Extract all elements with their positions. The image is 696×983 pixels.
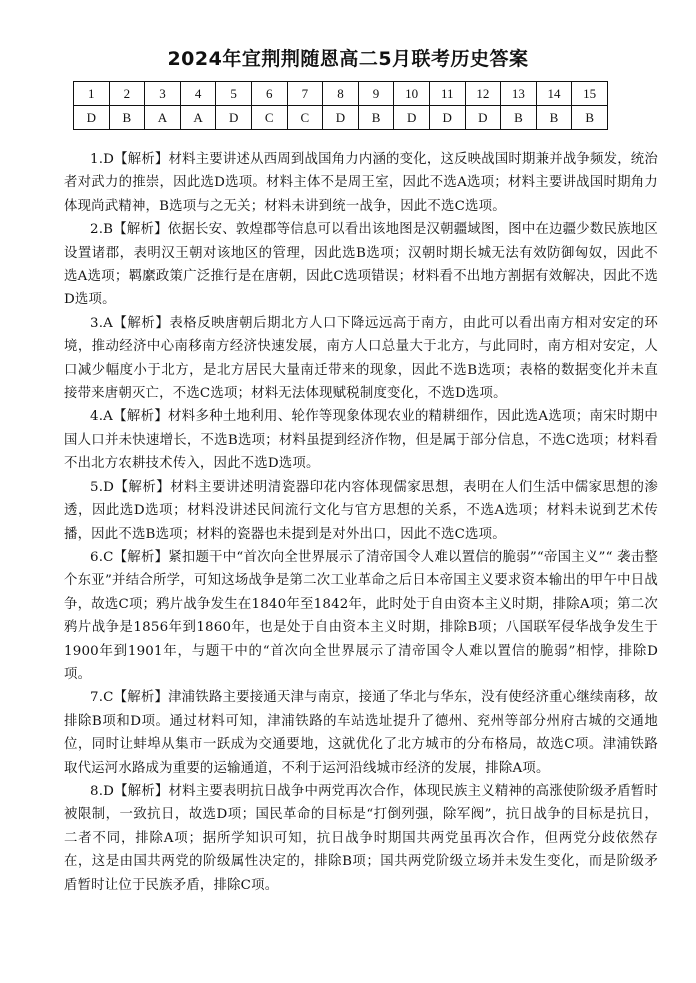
answer-cell: C (287, 106, 323, 130)
question-number-cell: 11 (429, 82, 465, 106)
answer-cell: B (536, 106, 572, 130)
question-number-cell: 5 (216, 82, 252, 106)
answer-cell: D (465, 106, 501, 130)
explanation-paragraph: 7.C【解析】津浦铁路主要接通天津与南京，接通了华北与华东，没有使经济重心继续南移，故排除B项和D项。通过材料可知，津浦铁路的车站选址提升了德州、兖州等部分州府古城的交通地位，同时让蚌埠从集市一跃成为交通要地，这就优化了北方城市的分布格局，故选C项。津浦铁路取代运河水路成为重要的运输通道，不利于运河沿线城市经济的发展，排除A项。 (64, 690, 658, 776)
answer-cell: A (180, 106, 216, 130)
question-number-cell: 3 (145, 82, 181, 106)
question-number-cell: 9 (358, 82, 394, 106)
answer-cell: D (216, 106, 252, 130)
question-number-cell: 4 (180, 82, 216, 106)
question-number-cell: 10 (394, 82, 430, 106)
question-number-cell: 14 (536, 82, 572, 106)
question-number-cell: 15 (572, 82, 608, 106)
explanation-paragraph: 4.A【解析】材料多种土地利用、轮作等现象体现农业的精耕细作，因此选A选项；南宋时期中国人口并未快速增长，不选B选项；材料虽提到经济作物，但是属于部分信息，不选C选项；材料看不出北方农耕技术传入，因此不选D选项。 (64, 409, 658, 472)
question-number-cell: 1 (74, 82, 110, 106)
answer-cell: B (358, 106, 394, 130)
question-number-cell: 6 (251, 82, 287, 106)
explanation-paragraph: 5.D【解析】材料主要讲述明清瓷器印花内容体现儒家思想，表明在人们生活中儒家思想的渗透，因此选D选项；材料没讲述民间流行文化与官方思想的关系，不选A选项；材料未说到艺术传播，因此不选B选项；材料的瓷器也未提到是对外出口，因此不选C选项。 (64, 479, 658, 542)
explanation-paragraph: 1.D【解析】材料主要讲述从西周到战国角力内涵的变化，这反映战国时期兼并战争频发，统治者对武力的推崇，因此选D选项。材料主体不是周王室，因此不选A选项；材料主要讲战国时期角力体现尚武精神，B选项与之无关；材料未讲到统一战争，因此不选C选项。 (64, 152, 658, 214)
question-number-cell: 2 (109, 82, 145, 106)
answer-table-answer-row (74, 106, 608, 130)
answer-cell: B (572, 106, 608, 130)
answer-cell: B (109, 106, 145, 130)
question-number-cell: 12 (465, 82, 501, 106)
question-number-cell: 13 (501, 82, 537, 106)
explanation-paragraph: 6.C【解析】紧扣题干中“首次向全世界展示了清帝国令人难以置信的脆弱”“帝国主义”“ 袭击整个东亚”并结合所学，可知这场战争是第二次工业革命之后日本帝国主义要求资本输出的甲午中日战争，故选C项；鸦片战争发生在1840年至1842年，此时处于自由资本主义时期，排除A项；第二次鸦片战争是1856年到1860年，也是处于自由资本主义时期，排除B项；八国联军侵华战争发生于1900年到1901年，与题干中的“首次向全世界展示了清帝国令人难以置信的脆弱”相悖，排除D项。 (64, 549, 658, 682)
answer-table (73, 81, 608, 130)
page-title: 2024年宜荆荆随恩高二5月联考历史答案 (167, 48, 529, 70)
answer-cell: A (145, 106, 181, 130)
question-number-cell: 8 (323, 82, 359, 106)
answer-cell: D (394, 106, 430, 130)
answer-cell: D (429, 106, 465, 130)
answer-cell: C (251, 106, 287, 130)
answer-cell: D (323, 106, 359, 130)
explanation-paragraph: 2.B【解析】依据长安、敦煌郡等信息可以看出该地图是汉朝疆域图，图中在边疆少数民族地区设置诸郡，表明汉王朝对该地区的管理，因此选B选项；汉朝时期长城无法有效防御匈奴，因此不选A选项；羁縻政策广泛推行是在唐朝，因此C选项错误；材料看不出地方割据有效解决，因此不选D选项。 (64, 222, 658, 308)
explanation-paragraph: 3.A【解析】表格反映唐朝后期北方人口下降远远高于南方，由此可以看出南方相对安定的环境，推动经济中心南移南方经济快速发展，南方人口总量大于北方，与此同时，南方相对安定，人口减少幅度小于北方，是北方居民大量南迁带来的现象，因此不选B选项；表格的数据变化并未直接带来唐朝灭亡，不选C选项；材料无法体现赋税制度变化，不选D选项。 (64, 315, 658, 402)
answer-cell: D (74, 106, 110, 130)
question-number-cell: 7 (287, 82, 323, 106)
answer-cell: B (501, 106, 537, 130)
explanation-paragraph: 8.D【解析】材料主要表明抗日战争中两党再次合作，体现民族主义精神的高涨使阶级矛盾暂时被限制，一致抗日，故选D项；国民革命的目标是“打倒列强，除军阀”，抗日战争的目标是抗日，二者不同，排除A项；据所学知识可知，抗日战争时期国共两党虽再次合作，但两党分歧依然存在，这是由国共两党的阶级属性决定的，排除B项；国共两党阶级立场并未发生变化，而是阶级矛盾暂时让位于民族矛盾，排除C项。 (64, 783, 658, 893)
explanations (64, 148, 658, 897)
answer-table-number-row (74, 82, 608, 106)
